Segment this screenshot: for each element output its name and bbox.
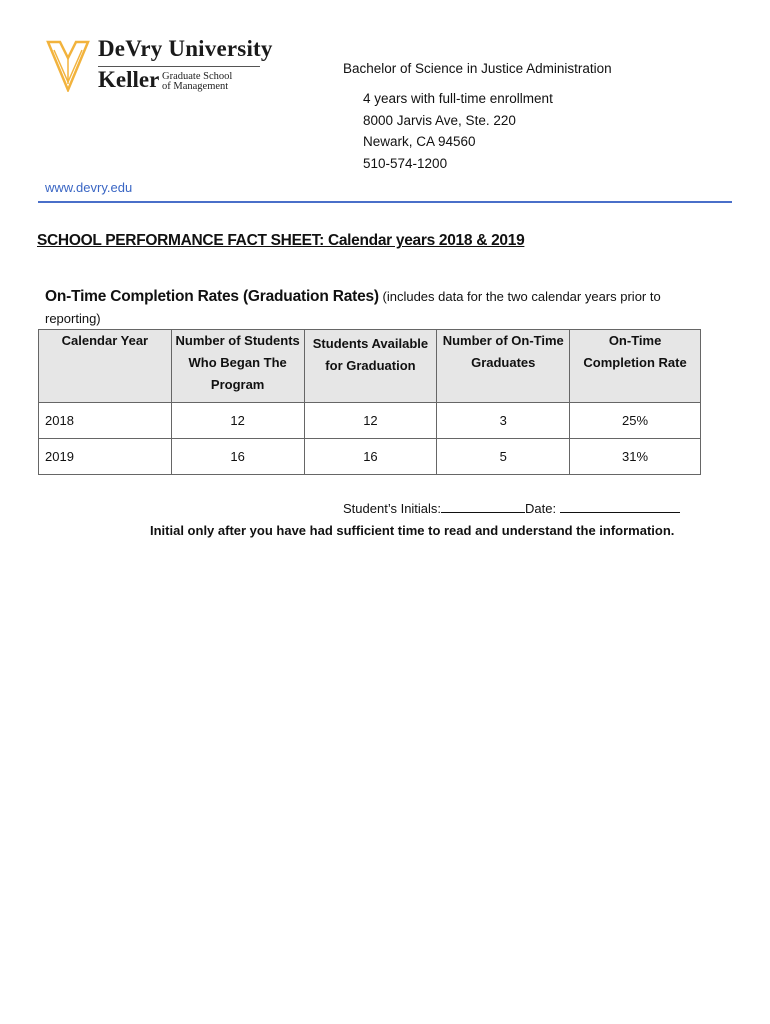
website-link[interactable]: www.devry.edu — [45, 180, 133, 195]
header-divider — [38, 201, 732, 203]
logo-school-subtitle: Graduate School of Management — [162, 71, 233, 92]
cell-students-began: 12 — [171, 403, 304, 439]
header-students-began: Number of Students Who Began The Program — [171, 330, 304, 403]
address-line-1: 8000 Jarvis Ave, Ste. 220 — [363, 112, 516, 128]
devry-mark-icon — [46, 40, 90, 92]
header-students-available: Students Available for Graduation — [304, 330, 437, 403]
header-completion-rate: On-Time Completion Rate — [570, 330, 701, 403]
cell-year: 2018 — [39, 403, 172, 439]
header-calendar-year: Calendar Year — [39, 330, 172, 403]
cell-on-time-graduates: 3 — [437, 403, 570, 439]
cell-year: 2019 — [39, 439, 172, 475]
program-info — [363, 88, 553, 174]
program-name: Bachelor of Science in Justice Administration — [343, 61, 612, 76]
logo-brand-text: DeVry University — [98, 36, 273, 61]
signature-line — [343, 500, 680, 516]
logo-school-text: Keller — [98, 67, 160, 92]
cell-students-began: 16 — [171, 439, 304, 475]
section-title: On-Time Completion Rates (Graduation Rates) — [45, 288, 379, 305]
phone-number: 510-574-1200 — [363, 155, 448, 171]
cell-completion-rate: 31% — [570, 439, 701, 475]
address-line-2: Newark, CA 94560 — [363, 134, 476, 149]
page-title: SCHOOL PERFORMANCE FACT SHEET: Calendar years 2018 & 2019 — [37, 232, 525, 249]
cell-students-available: 16 — [304, 439, 437, 475]
table-header-row — [39, 330, 701, 403]
cell-students-available: 12 — [304, 403, 437, 439]
cell-completion-rate: 25% — [570, 403, 701, 439]
initials-field[interactable] — [441, 500, 525, 513]
section-note: (includes data for the two calendar years prior to reporting) — [45, 289, 661, 326]
table-row — [39, 403, 701, 439]
cell-on-time-graduates: 5 — [437, 439, 570, 475]
initials-label: Student’s Initials: — [343, 501, 442, 516]
date-label: Date: — [525, 501, 560, 516]
date-field[interactable] — [560, 500, 680, 513]
initial-instruction: Initial only after you have had sufficient time to read and understand the information. — [150, 523, 675, 538]
header-on-time-graduates: Number of On-Time Graduates — [437, 330, 570, 403]
program-duration: 4 years with full-time enrollment — [363, 91, 553, 106]
completion-rates-table — [38, 329, 701, 475]
section-heading — [45, 286, 705, 330]
table-row — [39, 439, 701, 475]
university-logo — [46, 36, 273, 96]
